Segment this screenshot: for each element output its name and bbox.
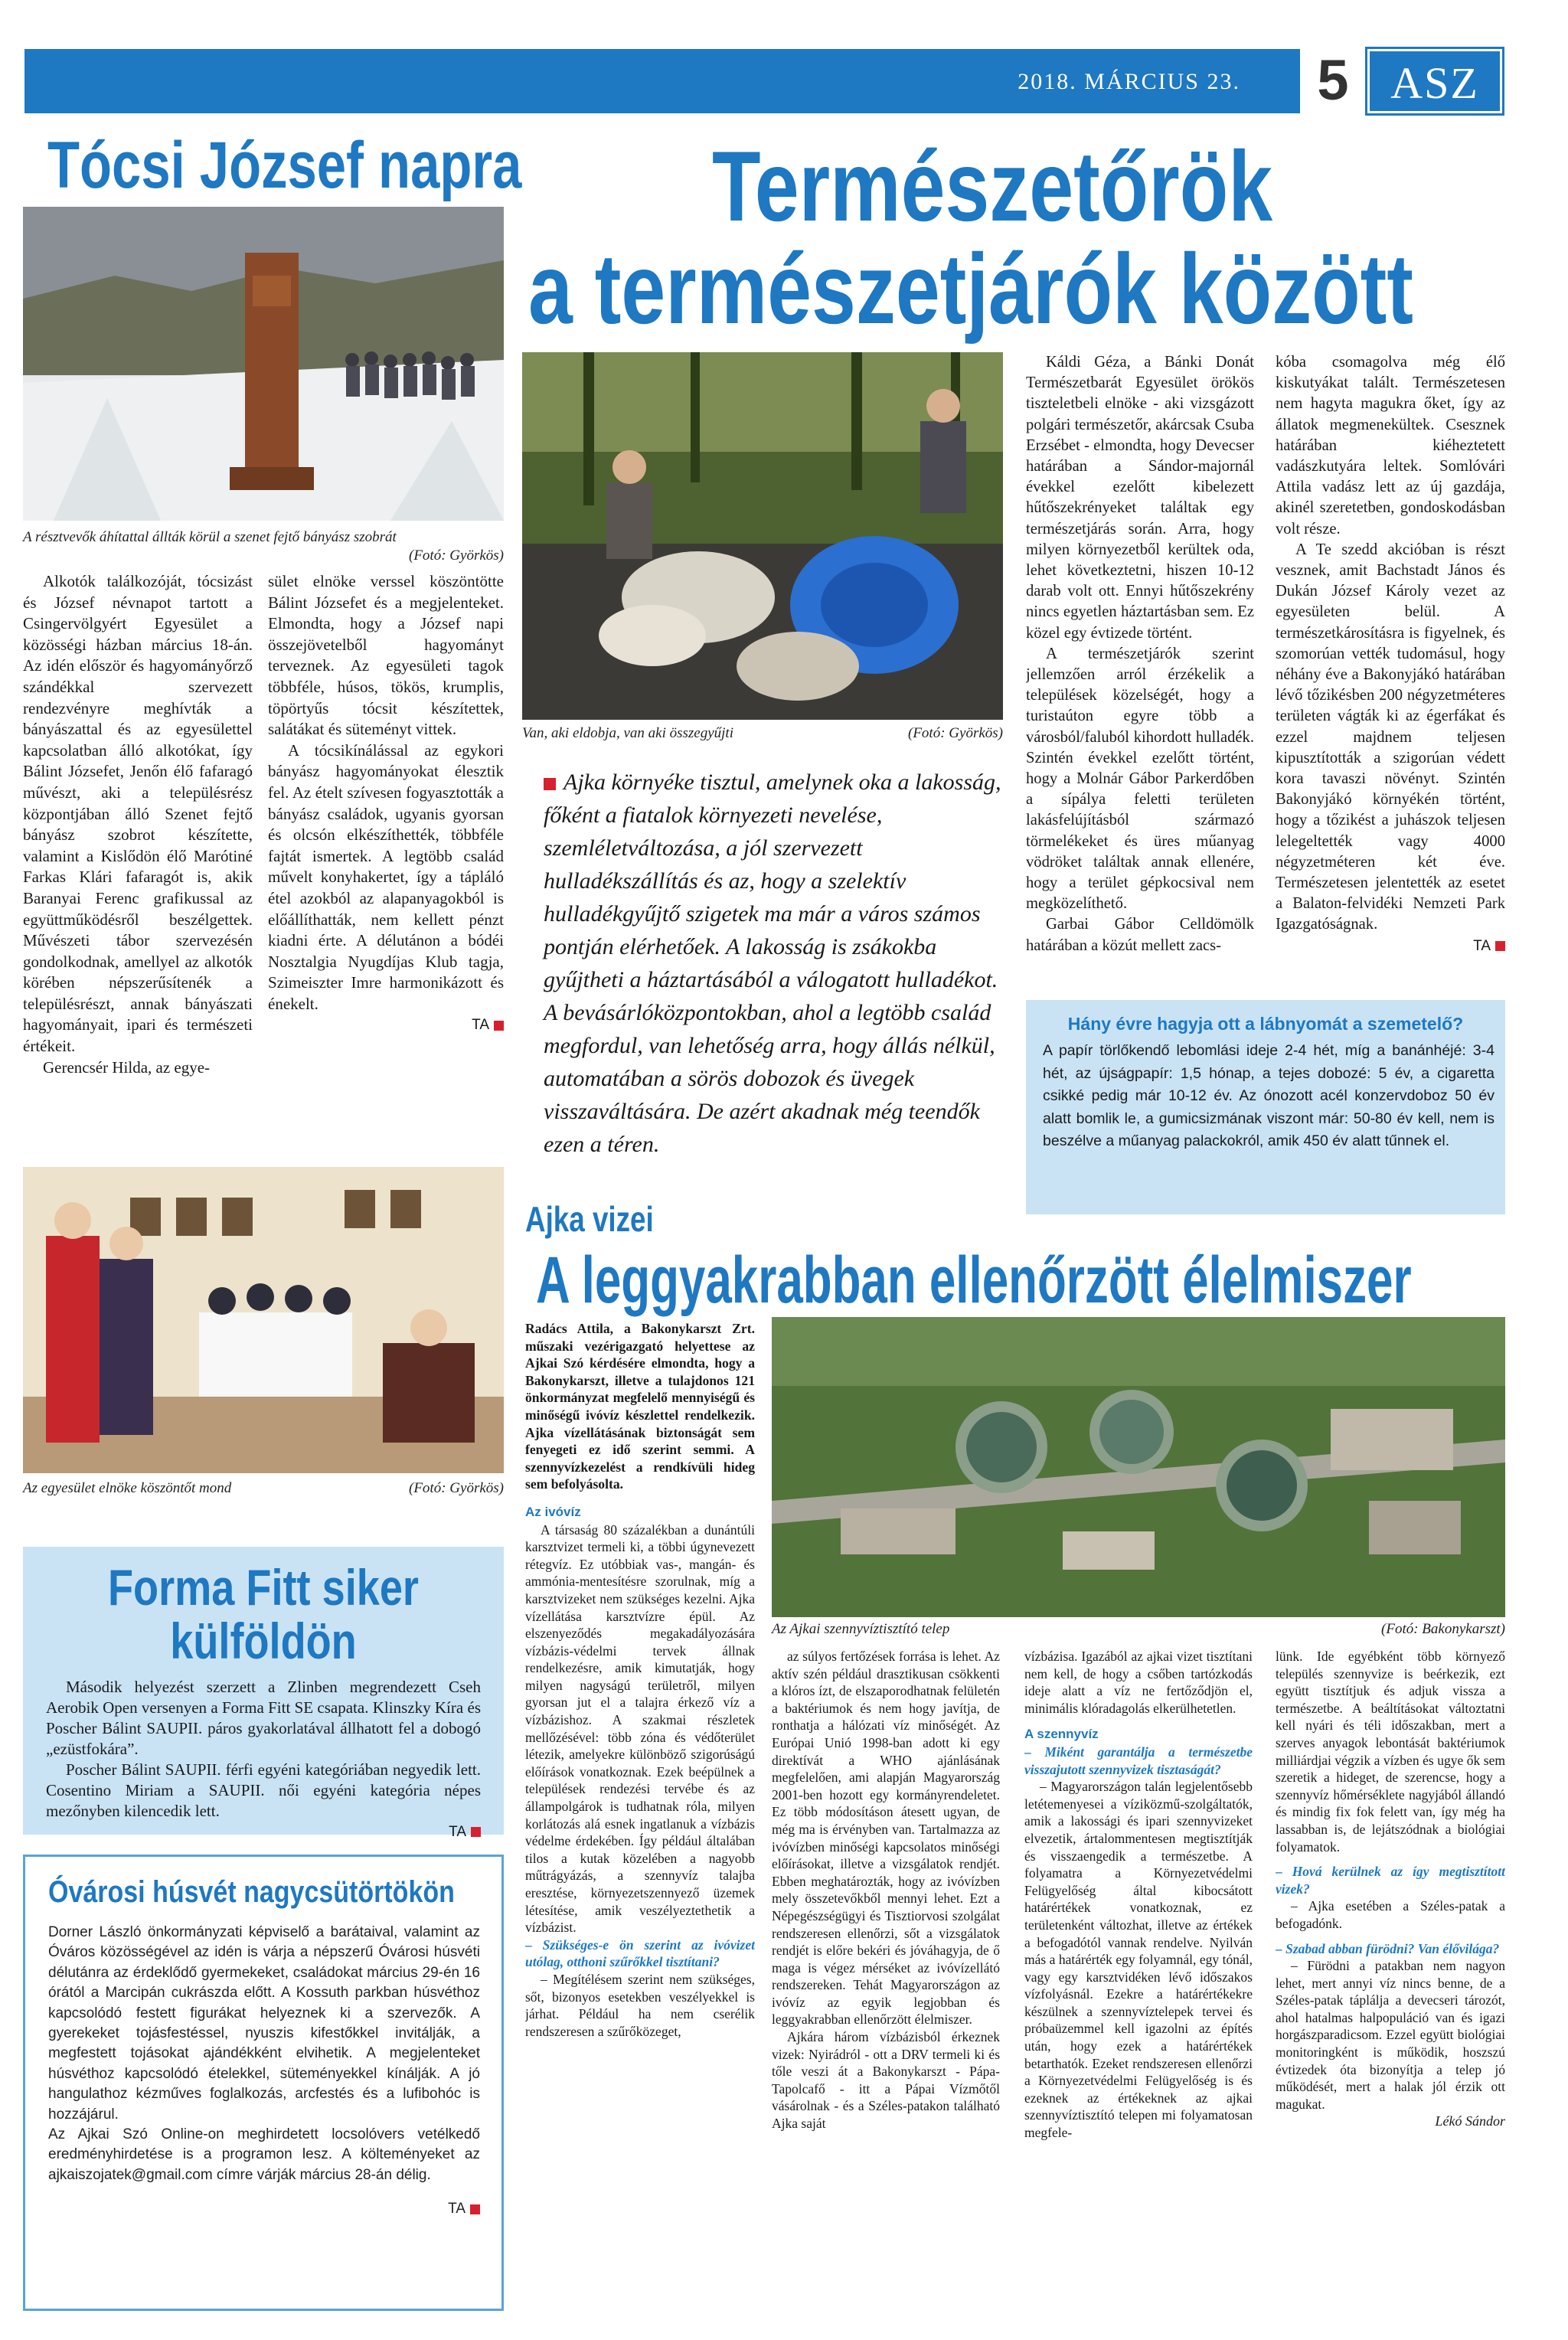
tocsi-column-1: Alkotók találkozóját, tócsizást és József névnapot tartott a Csingervölgyért Egyesület a közösségi házban március 18-án. Az idén először és hagyományőrző szándékkal szervezett rendezvényre meghívták a bányászattal és az egyesülettel kapcsolatban álló alkotókat, így Bálint Józsefet, Jenőn élő fafaragó művészt, aki a településrész központjában álló Szenet fejtő bányász szobrot készítette, valamint a Kislődön élő Marótiné Farkas Klári fafaragót is, akik Baranyai Ferenc grafikussal az együttműködésről beszélgettek. Művészeti tábor szervezésén gondolkodnak, amellyel az alkotók körében népszerűsítenék a településrészt, annak bányászati hagyományait, ipari és természeti értékeit. Gerencsér Hilda, az egye- [23,572,253,1077]
vizek-kicker: Ajka vizei [525,1199,654,1239]
newspaper-logo: ASZ [1367,49,1502,113]
club-photo-caption: Az egyesület elnöke köszöntőt mond (Fotó: Györkös) [23,1480,504,1496]
garbage-photo [522,352,1003,720]
termeszet-signature: TA [1276,936,1505,956]
termeszet-column-1: Káldi Géza, a Bánki Donát Természetbarát Egyesület örökös tiszteletbeli elnöke - aki vizsgázott polgári természetőr, akárcsak Csuba Erzsébet - elmondta, hogy Devecser határában a Sándor-majornál évekkel ezelőtt kibelezett hűtőszekrényeket találtak egy természetjárás során. Arra, hogy milyen környezetből kerültek oda, lehet következtetni, hiszen 10-12 darab volt ott. Ennyi hűtőszekrény nincs egyetlen háztartásban sem. Ez közel egy évtizede történt. A természetjárók szerint jellemzően arról érzékelik a települések közelségét, hogy a turistaúton egyre több a városból/faluból kihordott hulladék. Szintén évekkel ezelőtt történt, hogy a Molnár Gábor Parkerdőben a sípálya feletti területen lakásfelújításból származó törmelékeket és üres műanyag vödröket találtak annak ellenére, hogy a terület gépkocsival nem megközelíthető. Garbai Gábor Celldömölk határában a közút mellett zacs- [1026,354,1254,954]
termeszet-lead: Ajka környéke tisztul, amelynek oka a lakosság, főként a fiatalok környezeti nevelése, szemléletváltozása, a jól szervezett hulladékszállítás és az, hogy a szelektív hulladékgyűjtő szigetek ma már a város számos pontján elérhetőek. A lakosság is zsákokba gyűjtheti a háztartásából a válogatott hulladékot. A bevásárlóközpontokban, ahol a legtöbb család megfordul, van lehetőség arra, hogy állás nélkül, automatában a sörös dobozok és üvegek visszaváltására. De azért akadnak még teendők ezen a téren. [544,770,1001,1157]
forma-fitt-text: Második helyezést szerzett a Zlinben megrendezett Cseh Aerobik Open versenyen a Forma Fitt SE csapata. Klinszky Kíra és Poscher Bálint SAUPII. páros gyakorlatával állhatott fel a dobogó „ezüstfokára”. Poscher Bálint SAUPII. férfi egyéni kategóriában negyedik lett. Cosentino Miriam a SAUPII. női egyéni kategória népes mezőnyben kilencedik lett. TA [46,1678,481,1840]
club-photo [23,1167,504,1473]
club-photo-illustration [23,1167,504,1473]
garbage-photo-illustration [522,352,1003,720]
page-number: 5 [1317,48,1349,112]
statue-photo [23,207,504,521]
termeszet-headline-line2: a természetjárók között [528,233,1413,345]
vizek-intro: Radács Attila, a Bakonykarszt Zrt. műszaki vezérigazgató helyettese az Ajkai Szó kérdésére elmondta, hogy a Bakonykarszt, illetve a tulajdonos 121 önkormányzat megfelelő mennyiségű és minőségű ivóvíz készlettel rendelkezik. Ajka vízellátásának biztonságát sem fenyegeti ez idő szerint semmi. A szennyvízkezelést a rendkívüli hideg sem befolyásolta. [525,1321,755,1492]
vizek-column-4: lünk. Ide egyébként több környező település szennyvize is beérkezik, ezt együtt tisztítjuk és adjuk vissza a természetbe. A beáltításokat változtatni kell nyári és téli időszakban, mert a szerves anyagok lebontását baktériumok milliárdjai végzik a vízben és ugye ők sem szeretik a hideget, de szerencse, hogy a szennyvíz hőmérséklete nagyjából állandó és mindig fix fok felett van, így még ha lassabban is, de lejátszódnak a biológiai folyamatok. – Hová kerülnek az így megtisztított vizek? – Ajka esetében a Széles-patak a befogadónk. – Szabad abban fürödni? Van élővilága? – Fürödni a patakban nem nagyon lehet, mert annyi víz nincs benne, de a Széles-patak táplálja a devecseri tározót, ahol hatalmas halpopuláció van és igazi horgászparadicsom. Ezzel együtt biológiai monitoringként is működik, hoszszú évtizedek óta bizonyítja a telep jó működését, mert a halak jól érzik ott magukat. Lékó Sándor [1276,1649,1505,2129]
vizek-signature: Lékó Sándor [1435,2113,1505,2129]
husvet-box [23,1855,504,2311]
header-bar [24,49,1300,113]
vizek-column-2: az súlyos fertőzések forrása is lehet. Az aktív szén például drasztikusan csökkenti a klóros ízt, de elszaporodhatnak felületén a baktériumok és nem hogy javítja, de ronthatja a hálózati víz minőségét. Az Európai Unió 1998-ban adott ki egy direktívát a WHO ajánlásának megfelelően, ami alapján Magyarország 2001-ben hozott egy kormányrendeletet. Ez több módosításon átesett ugyan, de még ma is érvényben van. Tartalmazza az ivóvízben minőségi kapcsolatos minőségi előírásokat, illetve a vizsgálatok rendjét. Ebben meghatározták, hogy az ivóvízben mely összetevőkből mennyi lehet. Ezt a Népegészségügyi és Tisztiorvosi szolgálat rendszeresen ellenőrzi, sőt a vizsgálatok rendjét is előre bekéri és jóváhagyja, de ő maga is végez mérséket az ivóvízellátó rendszereken. Tehát Magyarországon az ivóvíz az egyik legjobban és leggyakrabban ellenőrzött élelmiszer. Ajkára három vízbázisból érkeznek vizek: Nyirádról - ott a DRV termeli ki és tőle veszi át a Bakonykarszt - Pápa-Tapolcafő - itt a Pápai Vízmőtől vásárolnak - és a Széles-patakon található Ajka saját [772,1649,1000,2132]
forma-fitt-headline: Forma Fitt siker külföldön [107,1559,420,1669]
treatment-plant-illustration [772,1317,1505,1617]
statue-photo-illustration [23,207,504,521]
vizek-headline: A leggyakrabban ellenőrzött élelmiszer [536,1244,1412,1317]
husvet-headline: Óvárosi húsvét nagycsütörtökön [48,1875,455,1909]
info-box-text: A papír törlőkendő lebomlási ideje 2-4 hét, míg a banánhéjé: 3-4 hét, az újságpapír: 1,5 hónap, a tejes dobozé: 5 év, a cigaretta csikké pedig már 10-12 év. Az ónozott acél konzervdoboz 50 év alatt bomlik le, a gumicsizmának viszont már: 50-80 év kell, nem is beszélve a műanyag palackokról, amik 450 év alatt tűnnek el. [1043,1042,1494,1149]
tocsi-signature: TA [268,1015,504,1036]
tocsi-column-2: sület elnöke verssel köszöntötte Bálint Józsefet és a megjelenteket. Elmondta, hogy a József napi összejövetelből hagyományt terveznek. Az egyesületi tagok többféle, húsos, tökös, krumplis, töpörtyűs tócsit készítettek, salátákat és süteményt vittek. A tócsikínálással az egykori bányász hagyományokat élesztik fel. Az ételt szívesen fogyasztották a bányász családok, ugyanis gyorsan és olcsón elkészíthették, többféle fajtát ismertek. A legtöbb család művelt konyhakertet, így a tápláló étel azokból az alapanyagokból is előállíthatták, nem kellett pénzt kiadni érte. A délutánon a bódéi Nosztalgia Nyugdíjas Klub tagja, Szimeiszter Imre harmonikázott és énekelt. TA [268,571,504,1161]
garbage-photo-caption: Van, aki eldobja, van aki összegyűjti (Fotó: Györkös) [522,725,1003,741]
info-box [1026,1000,1505,1214]
forma-fitt-box [23,1547,504,1840]
treatment-plant-photo [772,1317,1505,1617]
husvet-text: Dorner László önkormányzati képviselő a barátaival, valamint az Óváros közösségével az idén is várja a népszerű Óvárosi húsvéti délutánra az érdeklődő gyermekeket, családokat március 29-én 16 órától a Marcipán cukrászda előtt. A Kossuth parkban húsvéthoz kapcsolódó festett figurákat helyeznek ki a szervezők. A gyerekeket tojásfestéssel, nyuszis kifestőkkel invitálják, a megfestett tojásokat ajándékként elvihetik. A megjelenteket húsvéthoz kapcsolódó ételekkel, süteményekkel kínálják. A jó hangulathoz kézműves foglalkozás, arcfestés és a lufibohóc is hozzájárul. Az Ajkai Szó Online-on meghirdetett locsolóvers vetélkedő eredményhirdetése is a programon lesz. A költeményeket az ajkaiszojatek@gmail.com címre várják március 28-án délig. TA [48,1924,480,2217]
treatment-plant-caption: Az Ajkai szennyvíztisztító telep (Fotó: Bakonykarszt) [772,1621,1505,1637]
issue-date: 2018. MÁRCIUS 23. [1018,69,1240,94]
statue-photo-caption: A résztvevők áhítattal állták körül a szenet fejtő bányász szobrát (Fotó: Györkös) [23,529,504,564]
vizek-column-3: vízbázisa. Igazából az ajkai vizet tisztítani nem kell, de hogy a csőben tartózkodás ideje alatt a víz ne fertőződjön el, minimális klóradagolás elkerülhetetlen. A szennyvíz – Miként garantálja a természetbe visszajutott szennyvizek tisztaságát? – Magyarországon talán legjelentősebb letétemenyesei a víziközmű-szolgáltatók, amik a lakossági és ipari szennyvizeket elvezetik, ártalommentesen megtisztítják és visszaengedik a természetbe. A folyamatra a Környezetvédelmi Felügyelőség által kibocsátott határértékek vonatkoznak, ez területenként változhat, illetve az értékek a befogadótól vannak rendelve. Nyilván más a határérték egy folyamnál, egy tónál, vagy egy karsztvidéken lévő időszakos vízfolyásnál. Ezekre a határértékekre készülnek a szennyvíztelepek tervei és próbaüzemmel kell igazolni az építés után, hogy ezek a határértékek betarthatók. Ezeket rendszeresen ellenőrzi a Környezetvédelmi Felügyelőség is és ezeknek az értékeknek az ajkai szennyvíztisztító telepen mi folyamatosan megfele- [1024,1649,1253,2141]
tocsi-headline: Tócsi József napra [47,129,522,202]
info-box-title: Hány évre hagyja ott a lábnyomát a szemetelő? [1067,1014,1464,1034]
termeszet-column-2: kóba csomagolva még élő kiskutyákat talált. Természetesen nem hagyta magukra őket, így az állatok megmenekültek. Csesznek határában kiéheztetett vadászkutyára leltek. Somlóvári Attila vadász lett az új gazdája, akinél szeretetben, gondoskodásban volt része. A Te szedd akcióban is részt vesznek, amit Bachstadt János és Dukán József Károly vezet az egyesületen belül. A természetkárosításra is figyelnek, és szomorúan vették tudomásul, hogy néhány éve a Bakonyjákó határában lévő tőzikésben 200 négyzetméteres területen vágták ki az égerfákat és ezzel majdnem teljesen kipusztították a szigorúan védett kora tavaszi növényt. Szintén Bakonyjákó környékén történt, hogy a tőzikést a juhászok teljesen lelegeltették vagy 4000 négyzetméteren két éve. Természetesen jelentették az esetet a Balaton-felvidéki Nemzeti Park Igazgatóságnak. TA [1276,352,1505,988]
vizek-column-1: Radács Attila, a Bakonykarszt Zrt. műszaki vezérigazgató helyettese az Ajkai Szó kérdésére elmondta, hogy a Bakonykarszt, illetve a tulajdonos 121 önkormányzat megfelelő mennyiségű és minőségű ivóvíz készlettel rendelkezik. Ajka vízellátásának biztonságát sem fenyegeti ez idő szerint semmi. A szennyvízkezelést a rendkívüli hideg sem befolyásolta. Az ivóvíz A társaság 80 százalékban a dunántúli karsztvizet termeli ki, a többi úgynevezett rétegvíz. Ez utóbbiak vas-, mangán- és ammónia-mentesítésre szorulnak, míg a karsztvizeket nem szükséges kezelni. Ajka vízellátása karsztvízre épül. Az elszenyeződés megakadályozására vízbázis-védelmi tervek állnak rendelkezésre, amik kimutatják, hogy milyen nagyságú területről, milyen gyorsan jut el a talajra érkező víz a vízbázishoz. A szakmai részletek mellőzésével: több zóna és védőterület létezik, amelyekre különböző szigorúságú előírások vonatkoznak. Ezek beépülnek a települések rendezési tervébe és az állampolgárok is tudhatnak róla, milyen korlátozás alá esnek ingatlanuk a vízbázis védelme érdekében. Így például általában tilos a kutak közelében a nagyobb műtrágyázás, a szennyvíz talajba eresztése, környezetszennyező üzemek létesítése, amik veszélyeztethetik a vízbázist. – Szükséges-e ön szerint az ivóvizet utólag, otthoni szűrőkkel tisztítani? – Megítélésem szerint nem szükséges, sőt, bizonyos esetekben veszélyekkel is járhat. Például ha nem cserélik rendszeresen a szűrőközeget, [525,1321,755,2039]
termeszet-headline-line1: Természetőrök [712,130,1273,242]
